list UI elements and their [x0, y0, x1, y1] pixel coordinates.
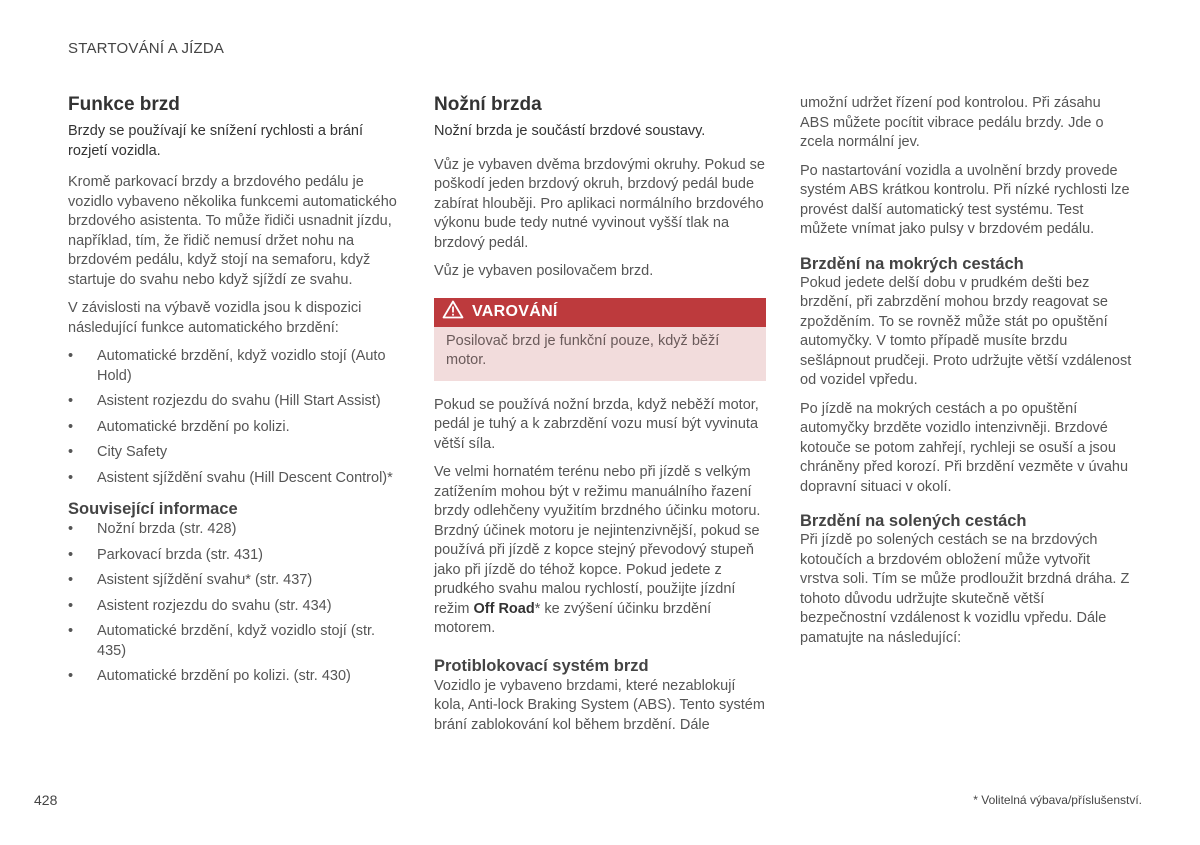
- brake-functions-list: [68, 347, 400, 488]
- paragraph-text: * ke zvýšení účinku brzdění motorem.: [434, 600, 712, 636]
- warning-title: VAROVÁNÍ: [472, 303, 558, 320]
- paragraph: umožní udržet řízení pod kontrolou. Při zásahu ABS můžete pocítit vibrace pedálu brzdy. Jde o zcela normální jev.: [800, 95, 1104, 150]
- off-road-mode-label: Off Road: [473, 600, 535, 617]
- paragraph: Pokud jedete delší dobu v prudkém dešti bez brzdění, při zabrzdění mohou brzdy reagovat se zpožděním. To se rovněž může stát po opuštění automyčky. V tomto případě musíte brzdu sešlápnout prudčeji. Proto udržujte větší vzdálenost od vozidel vpředu.: [800, 274, 1132, 388]
- list-item: • Automatické brzdění, když vozidlo stojí (Auto Hold): [68, 347, 400, 386]
- warning-triangle-icon: [442, 300, 464, 324]
- column-left: [68, 94, 400, 687]
- paragraph: Po jízdě na mokrých cestách a po opuštění automyčky brzděte vozidlo intenzivněji. Brzdové kotouče se potom zahřejí, rychleji se osuší a jsou chráněny před korozí. Při brzdění vezměte v úvahu dopravní situaci v okolí.: [800, 400, 1129, 495]
- related-link[interactable]: • Asistent sjíždění svahu* (str. 437): [68, 571, 400, 591]
- heading-salted-roads: Brzdění na solených cestách: [800, 512, 1027, 530]
- paragraph: Vůz je vybaven dvěma brzdovými okruhy. Pokud se poškodí jeden brzdový okruh, brzdový pedál bude zabírat hlouběji. Pro aplikaci normálního brzdového výkonu bude tedy nutné vyvinout vyšší tlak na brzdový pedál.: [434, 156, 765, 251]
- list-item: • Asistent sjíždění svahu (Hill Descent Control)*: [68, 469, 400, 489]
- paragraph: Po nastartování vozidla a uvolnění brzdy provede systém ABS krátkou kontrolu. Při nízké rychlosti lze provést další automatický test systému. Test můžete vnímat jako pulsy v brzdovém pedálu.: [800, 162, 1130, 237]
- lead-nozni-brzda: Nožní brzda je součástí brzdové soustavy.: [434, 123, 706, 139]
- paragraph: [434, 463, 766, 639]
- paragraph: Při jízdě po solených cestách se na brzdových kotoučích a brzdovém obložení může vytvořit vrstva soli. Tím se může prodloužit brzdná dráha. Z tohoto důvodu udržujte skutečně větší bezpečnostní vzdálenost k vozidlu vpředu. Dále pamatujte na následující:: [800, 532, 1130, 646]
- related-link[interactable]: • Automatické brzdění, když vozidlo stojí (str. 435): [68, 622, 400, 661]
- list-item: • Automatické brzdění po kolizi.: [68, 418, 400, 438]
- footnote: * Volitelná výbava/příslušenství.: [973, 793, 1142, 807]
- related-link[interactable]: • Automatické brzdění po kolizi. (str. 430): [68, 667, 400, 687]
- related-link[interactable]: • Nožní brzda (str. 428): [68, 520, 400, 540]
- warning-header: [434, 298, 766, 327]
- paragraph: V závislosti na výbavě vozidla jsou k dispozici následující funkce automatického brzdění:: [68, 300, 362, 336]
- heading-funkce-brzd: Funkce brzd: [68, 94, 180, 115]
- paragraph: Vůz je vybaven posilovačem brzd.: [434, 263, 654, 279]
- lead-funkce-brzd: Brzdy se používají ke snížení rychlosti a brání rozjetí vozidla.: [68, 123, 363, 159]
- heading-nozni-brzda: Nožní brzda: [434, 94, 542, 115]
- section-header: STARTOVÁNÍ A JÍZDA: [68, 40, 225, 57]
- paragraph-text: Ve velmi hornatém terénu nebo při jízdě s velkým zatížením mohou být v režimu manuálního řazení brzdy odlehčeny využitím brzdného účinku motoru. Brzdný účinek motoru je nejintenzivnější, pokud se používá při jízdě z kopce stejný převodový stupeň jako při jízdě do téhož kopce. Pokud jedete z prudkého svahu malou rychlostí, použijte jízdní režim: [434, 464, 761, 617]
- paragraph: Pokud se používá nožní brzda, když neběží motor, pedál je tuhý a k zabrzdění vozu musí být vyvinuta větší síla.: [434, 396, 759, 452]
- heading-wet-roads: Brzdění na mokrých cestách: [800, 254, 1024, 273]
- related-info-list: [68, 520, 400, 687]
- warning-box: [434, 298, 766, 381]
- column-right: [800, 94, 1132, 648]
- page-number: 428: [34, 792, 58, 808]
- paragraph: Kromě parkovací brzdy a brzdového pedálu je vozidlo vybaveno několika funkcemi automatického brzdového asistenta. To může řidiči usnadnit jízdu, například, tím, že řidič nemusí držet nohu na brzdovém pedálu, když stojí na semaforu, když startuje do svahu nebo když sjíždí ze svahu.: [68, 174, 397, 288]
- warning-text: Posilovač brzd je funkční pouze, když běží motor.: [434, 327, 766, 381]
- related-link[interactable]: • Asistent rozjezdu do svahu (str. 434): [68, 597, 400, 617]
- paragraph: Vozidlo je vybaveno brzdami, které nezablokují kola, Anti-lock Braking System (ABS). Tento systém brání zablokování kol během brzdění. Dále: [434, 677, 765, 733]
- heading-abs: Protiblokovací systém brzd: [434, 656, 649, 675]
- related-link[interactable]: • Parkovací brzda (str. 431): [68, 546, 400, 566]
- heading-related-info: Související informace: [68, 500, 238, 518]
- column-middle: [434, 94, 766, 735]
- list-item: • Asistent rozjezdu do svahu (Hill Start Assist): [68, 392, 400, 412]
- list-item: • City Safety: [68, 443, 400, 463]
